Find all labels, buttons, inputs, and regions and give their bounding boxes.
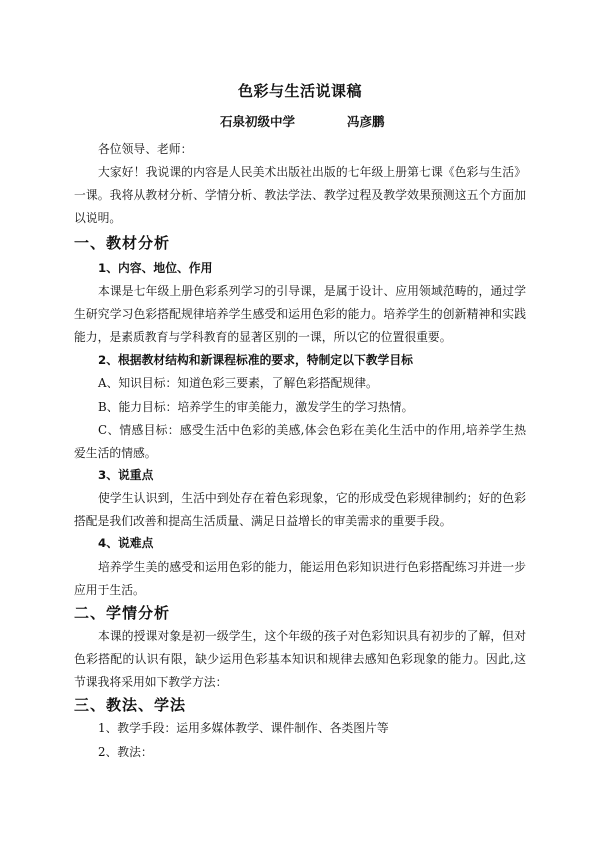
goal-ability: B、能力目标：培养学生的审美能力，激发学生的学习热情。 [98, 400, 414, 414]
paragraph-student-analysis: 本课的授课对象是初一级学生，这个年级的孩子对色彩知识具有初步的了解，但对色彩搭配的认识有限，缺少运用色彩基本知识和规律去感知色彩现象的能力。因此,这节课我将采用如下教学方法： [74, 629, 526, 689]
greeting: 各位领导、老师： [98, 142, 193, 156]
paragraph-key-points: 使学生认识到，生活中到处存在着色彩现象，它的形成受色彩规律制约；好的色彩搭配是我们改善和提高生活质量、满足日益增长的审美需求的重要手段。 [74, 491, 526, 528]
section-heading-textbook-analysis: 一、教材分析 [74, 234, 171, 252]
subheading-teaching-goals: 2、根据教材结构和新课程标准的要求，特制定以下教学目标 [98, 353, 413, 367]
intro-paragraph: 大家好！我说课的内容是人民美术出版社出版的七年级上册第七课《色彩与生活》一课。我将从教材分析、学情分析、教法学法、教学过程及教学效果预测这五个方面加以说明。 [74, 165, 526, 225]
paragraph-content-position: 本课是七年级上册色彩系列学习的引导课，是属于设计、应用领域范畴的，通过学生研究学习色彩搭配规律培养学生感受和运用色彩的能力。培养学生的创新精神和实践能力，是素质教育与学科教育的显著区别的一课，所以它的位置很重要。 [74, 284, 526, 344]
paragraph-difficulties: 培养学生美的感受和运用色彩的能力，能运用色彩知识进行色彩搭配练习并进一步应用于生活。 [74, 560, 526, 597]
subheading-key-points: 3、说重点 [98, 468, 154, 482]
method-item-teaching-means: 1、教学手段：运用多媒体教学、课件制作、各类图片等 [98, 721, 389, 735]
section-heading-student-analysis: 二、学情分析 [74, 604, 171, 622]
page-title: 色彩与生活说课稿 [237, 82, 362, 100]
method-item-teaching-method: 2、教法： [98, 745, 153, 759]
school-name: 石泉初级中学 [220, 114, 296, 129]
goal-knowledge: A、知识目标：知道色彩三要素，了解色彩搭配规律。 [98, 376, 378, 390]
section-heading-methods: 三、教法、学法 [74, 696, 187, 714]
subheading-difficulties: 4、说难点 [98, 536, 154, 550]
subheading-content-position: 1、内容、地位、作用 [98, 261, 213, 275]
byline [220, 112, 385, 130]
author-name: 冯彦鹏 [347, 114, 385, 129]
goal-emotion: C、情感目标：感受生活中色彩的美感,体会色彩在美化生活中的作用,培养学生热爱生活的情感。 [74, 423, 526, 460]
